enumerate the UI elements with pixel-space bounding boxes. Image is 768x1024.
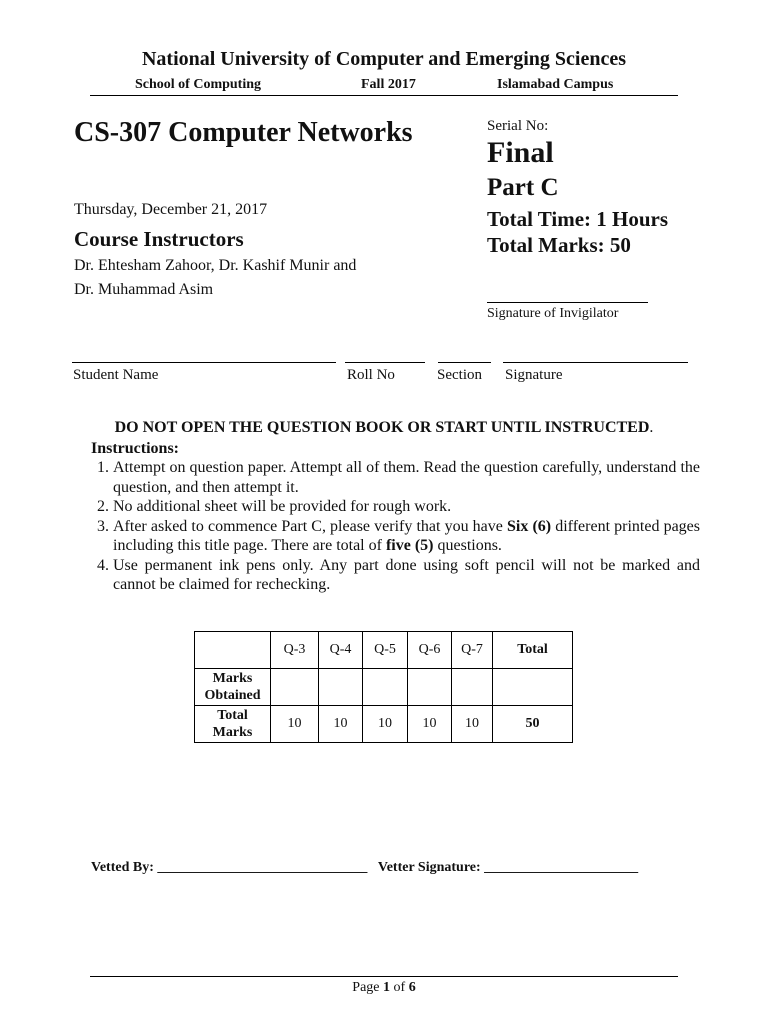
- marks-table: [194, 631, 573, 743]
- student-name-line[interactable]: [72, 362, 336, 363]
- invigilator-signature-line: [487, 302, 648, 303]
- instruction-3-questions: five (5): [385, 537, 434, 554]
- total-marks-label-1: Total: [217, 708, 248, 723]
- roll-no-line[interactable]: [345, 362, 425, 363]
- total-q4-cell: 10: [319, 706, 363, 743]
- table-header-total: Total: [493, 632, 573, 669]
- serial-label: Serial No:: [487, 118, 549, 134]
- warning-text: DO NOT OPEN THE QUESTION BOOK OR START UNTIL INSTRUCTED: [114, 419, 650, 436]
- page-number: [0, 980, 768, 996]
- roll-no-label: Roll No: [347, 367, 395, 383]
- total-time: Total Time: 1 Hours: [487, 207, 669, 231]
- obtained-q4-cell[interactable]: [319, 669, 363, 706]
- vetted-by-label: Vetted By:: [91, 860, 154, 875]
- page-total: 6: [408, 980, 416, 995]
- vetted-by-blank[interactable]: ______________________________: [157, 860, 368, 875]
- signature-label: Signature: [505, 367, 563, 383]
- instruction-2: 2. No additional sheet will be provided for rough work.: [113, 497, 700, 517]
- instructions-heading: Instructions:: [91, 440, 180, 457]
- invigilator-signature-label: Signature of Invigilator: [487, 306, 619, 321]
- marks-obtained-label-2: Obtained: [204, 688, 261, 703]
- instruction-3-pre: After asked to commence Part C, please verify that you have: [113, 517, 507, 535]
- total-marks-label: [195, 706, 271, 743]
- instruction-3: [113, 517, 700, 556]
- footer-divider: [90, 976, 678, 977]
- table-header-q5: Q-5: [363, 632, 408, 669]
- vetter-signature-blank[interactable]: ______________________: [484, 860, 639, 875]
- total-marks: Total Marks: 50: [487, 233, 631, 257]
- instructors-heading: Course Instructors: [74, 227, 244, 251]
- obtained-q3-cell[interactable]: [271, 669, 319, 706]
- instruction-1: 1. Attempt on question paper. Attempt all of them. Read the question carefully, understand the question, and then attempt it.: [113, 458, 700, 497]
- instructors-line-2: Dr. Muhammad Asim: [74, 281, 214, 298]
- total-q5-cell: 10: [363, 706, 408, 743]
- instruction-4: 4. Use permanent ink pens only. Any part done using soft pencil will not be marked and cannot be claimed for rechecking.: [113, 556, 700, 595]
- instructors-line-1: Dr. Ehtesham Zahoor, Dr. Kashif Munir and: [74, 257, 357, 274]
- term: Fall 2017: [361, 77, 416, 92]
- total-q6-cell: 10: [408, 706, 452, 743]
- header-divider: [90, 95, 678, 96]
- page-current: 1: [383, 980, 391, 995]
- marks-obtained-label-1: Marks: [212, 671, 253, 686]
- page-word: Page: [352, 980, 380, 995]
- university-name: National University of Computer and Emerging Sciences: [141, 48, 627, 70]
- course-title: CS-307 Computer Networks: [74, 117, 413, 148]
- instruction-3-pages: Six (6): [507, 517, 552, 535]
- section-line[interactable]: [438, 362, 491, 363]
- exam-type: Final: [487, 136, 554, 169]
- instruction-3-post: questions.: [433, 537, 502, 554]
- campus: Islamabad Campus: [497, 77, 614, 92]
- vetter-signature-label: Vetter Signature:: [377, 860, 481, 875]
- do-not-open-warning: [0, 419, 768, 437]
- instructions-list: [90, 458, 700, 595]
- table-row-marks-obtained: [195, 669, 573, 706]
- total-q3-cell: 10: [271, 706, 319, 743]
- student-name-label: Student Name: [73, 367, 159, 383]
- table-header-q4: Q-4: [319, 632, 363, 669]
- total-marks-label-2: Marks: [212, 725, 253, 740]
- table-row-total-marks: [195, 706, 573, 743]
- table-header-row: [195, 632, 573, 669]
- of-word: of: [393, 980, 406, 995]
- exam-part: Part C: [487, 174, 559, 201]
- total-sum-cell: 50: [493, 706, 573, 743]
- obtained-q5-cell[interactable]: [363, 669, 408, 706]
- obtained-q7-cell[interactable]: [452, 669, 493, 706]
- table-header-q6: Q-6: [408, 632, 452, 669]
- marks-obtained-label: [195, 669, 271, 706]
- table-header-q3: Q-3: [271, 632, 319, 669]
- vetting-line: [91, 860, 638, 876]
- warning-period: .: [649, 419, 654, 436]
- signature-line[interactable]: [503, 362, 688, 363]
- total-q7-cell: 10: [452, 706, 493, 743]
- obtained-total-cell[interactable]: [493, 669, 573, 706]
- section-label: Section: [437, 367, 482, 383]
- table-corner-cell: [195, 632, 271, 669]
- school-name: School of Computing: [135, 77, 262, 92]
- exam-date: Thursday, December 21, 2017: [74, 201, 268, 218]
- instruction-3-mid: different printed pages including this title page. There are total of: [113, 517, 701, 554]
- obtained-q6-cell[interactable]: [408, 669, 452, 706]
- table-header-q7: Q-7: [452, 632, 493, 669]
